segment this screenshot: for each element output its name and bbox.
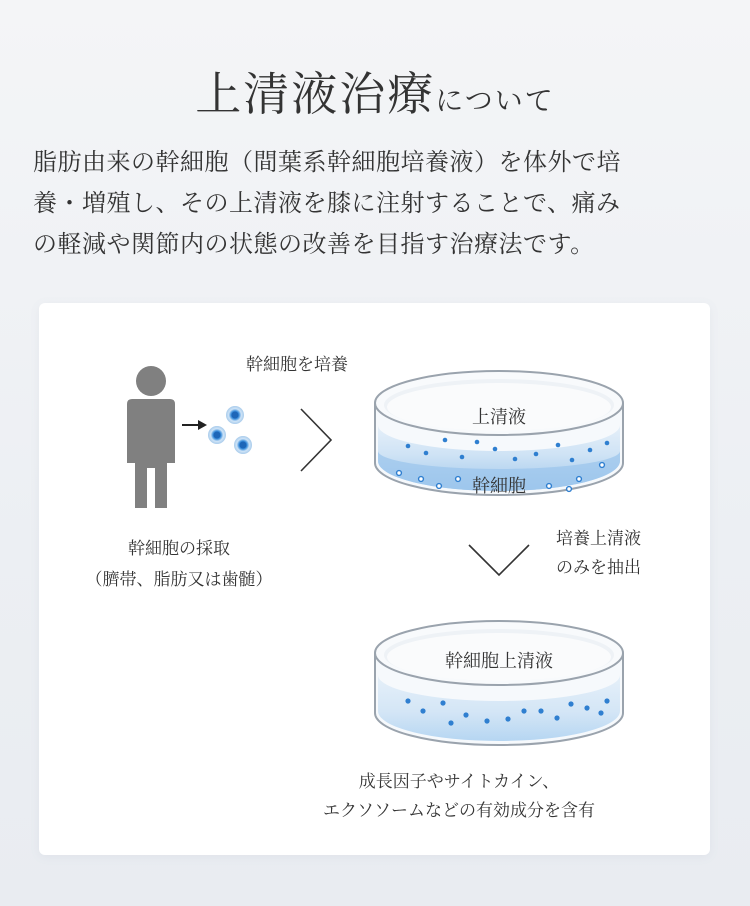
culture-step-label: 幹細胞を培養 (246, 355, 348, 375)
chevron-down-icon (469, 545, 529, 575)
intro-text (33, 142, 723, 265)
supernatant-layer-label: 上清液 (472, 407, 526, 428)
stem-cell-layer-label: 幹細胞 (472, 476, 526, 497)
result-label-sub: エクソソームなどの有効成分を含有 (323, 801, 595, 821)
supernatant-dish-icon (375, 621, 623, 745)
person-icon (127, 366, 175, 508)
dish2-label: 幹細胞上清液 (445, 651, 553, 672)
intro-line: 脂肪由来の幹細胞（間葉系幹細胞培養液）を体外で培 (33, 148, 621, 176)
intro-line: の軽減や関節内の状態の改善を目指す治療法です。 (33, 230, 595, 258)
arrow-right-icon (182, 420, 207, 430)
page-title-sub: について (435, 84, 555, 117)
chevron-right-icon (301, 409, 331, 471)
harvest-source-label: （臍帯、脂肪又は歯髄） (85, 570, 273, 590)
page-title-main: 上清液治療 (195, 67, 436, 121)
extract-label-sub: のみを抽出 (556, 558, 641, 578)
stem-cells-icon (208, 406, 252, 454)
extract-label: 培養上清液 (556, 529, 641, 549)
page-title (0, 58, 750, 124)
intro-line: 養・増殖し、その上清液を膝に注射することで、痛み (33, 189, 621, 217)
harvest-label: 幹細胞の採取 (128, 539, 230, 559)
result-label: 成長因子やサイトカイン、 (358, 772, 560, 792)
